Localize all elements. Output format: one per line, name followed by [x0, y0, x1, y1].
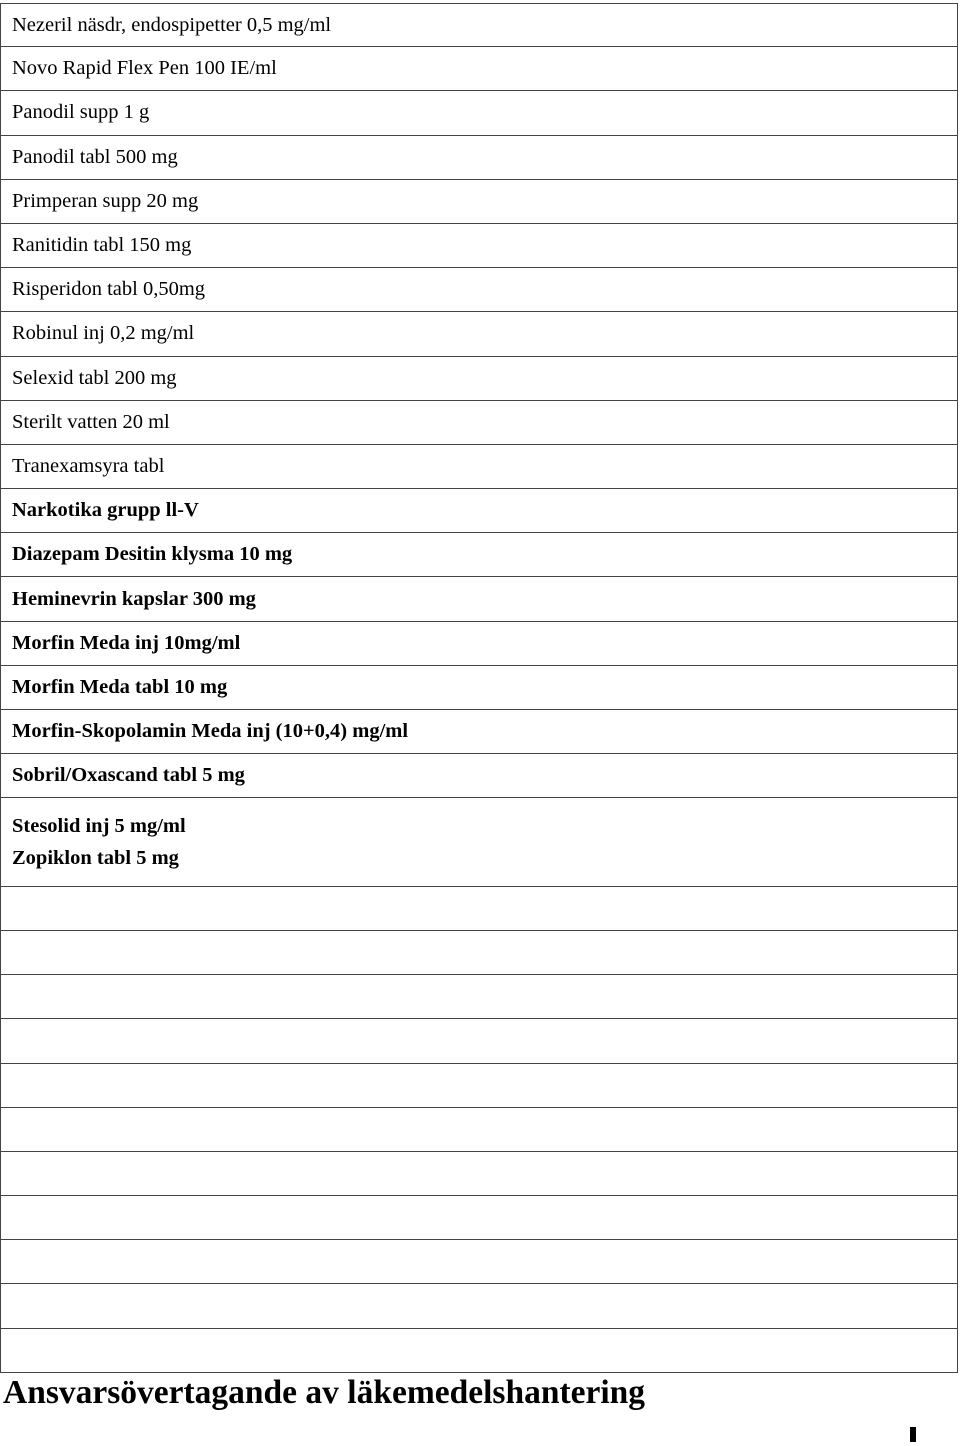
empty-row — [0, 931, 958, 975]
table-row: Diazepam Desitin klysma 10 mg — [0, 533, 958, 577]
empty-row — [0, 887, 958, 931]
empty-row — [0, 1019, 958, 1063]
empty-row — [0, 1152, 958, 1196]
section-heading: Ansvarsövertagande av läkemedelshantering — [3, 1374, 646, 1411]
table-row-merged — [0, 798, 958, 886]
empty-row — [0, 1108, 958, 1152]
table-row: Sobril/Oxascand tabl 5 mg — [0, 754, 958, 798]
table-row: Morfin-Skopolamin Meda inj (10+0,4) mg/ml — [0, 710, 958, 754]
table-row: Nezeril näsdr, endospipetter 0,5 mg/ml — [0, 3, 958, 47]
table-row: Tranexamsyra tabl — [0, 445, 958, 489]
empty-row — [0, 1329, 958, 1373]
narcotics-section-header: Narkotika grupp ll-V — [0, 489, 958, 533]
empty-row — [0, 1240, 958, 1284]
table-row: Panodil supp 1 g — [0, 91, 958, 135]
table-row: Heminevrin kapslar 300 mg — [0, 577, 958, 621]
empty-row — [0, 1064, 958, 1108]
merged-item: Zopiklon tabl 5 mg — [12, 847, 179, 870]
cursor-mark — [910, 1427, 916, 1442]
table-row: Morfin Meda tabl 10 mg — [0, 666, 958, 710]
table-row: Selexid tabl 200 mg — [0, 357, 958, 401]
table-row: Ranitidin tabl 150 mg — [0, 224, 958, 268]
empty-row — [0, 975, 958, 1019]
medication-table — [0, 3, 958, 1373]
table-row: Risperidon tabl 0,50mg — [0, 268, 958, 312]
table-row: Morfin Meda inj 10mg/ml — [0, 622, 958, 666]
table-row: Panodil tabl 500 mg — [0, 136, 958, 180]
table-row: Novo Rapid Flex Pen 100 IE/ml — [0, 47, 958, 91]
table-row: Primperan supp 20 mg — [0, 180, 958, 224]
table-row: Robinul inj 0,2 mg/ml — [0, 312, 958, 356]
table-row: Sterilt vatten 20 ml — [0, 401, 958, 445]
merged-item: Stesolid inj 5 mg/ml — [12, 815, 186, 838]
empty-row — [0, 1196, 958, 1240]
empty-row — [0, 1284, 958, 1328]
